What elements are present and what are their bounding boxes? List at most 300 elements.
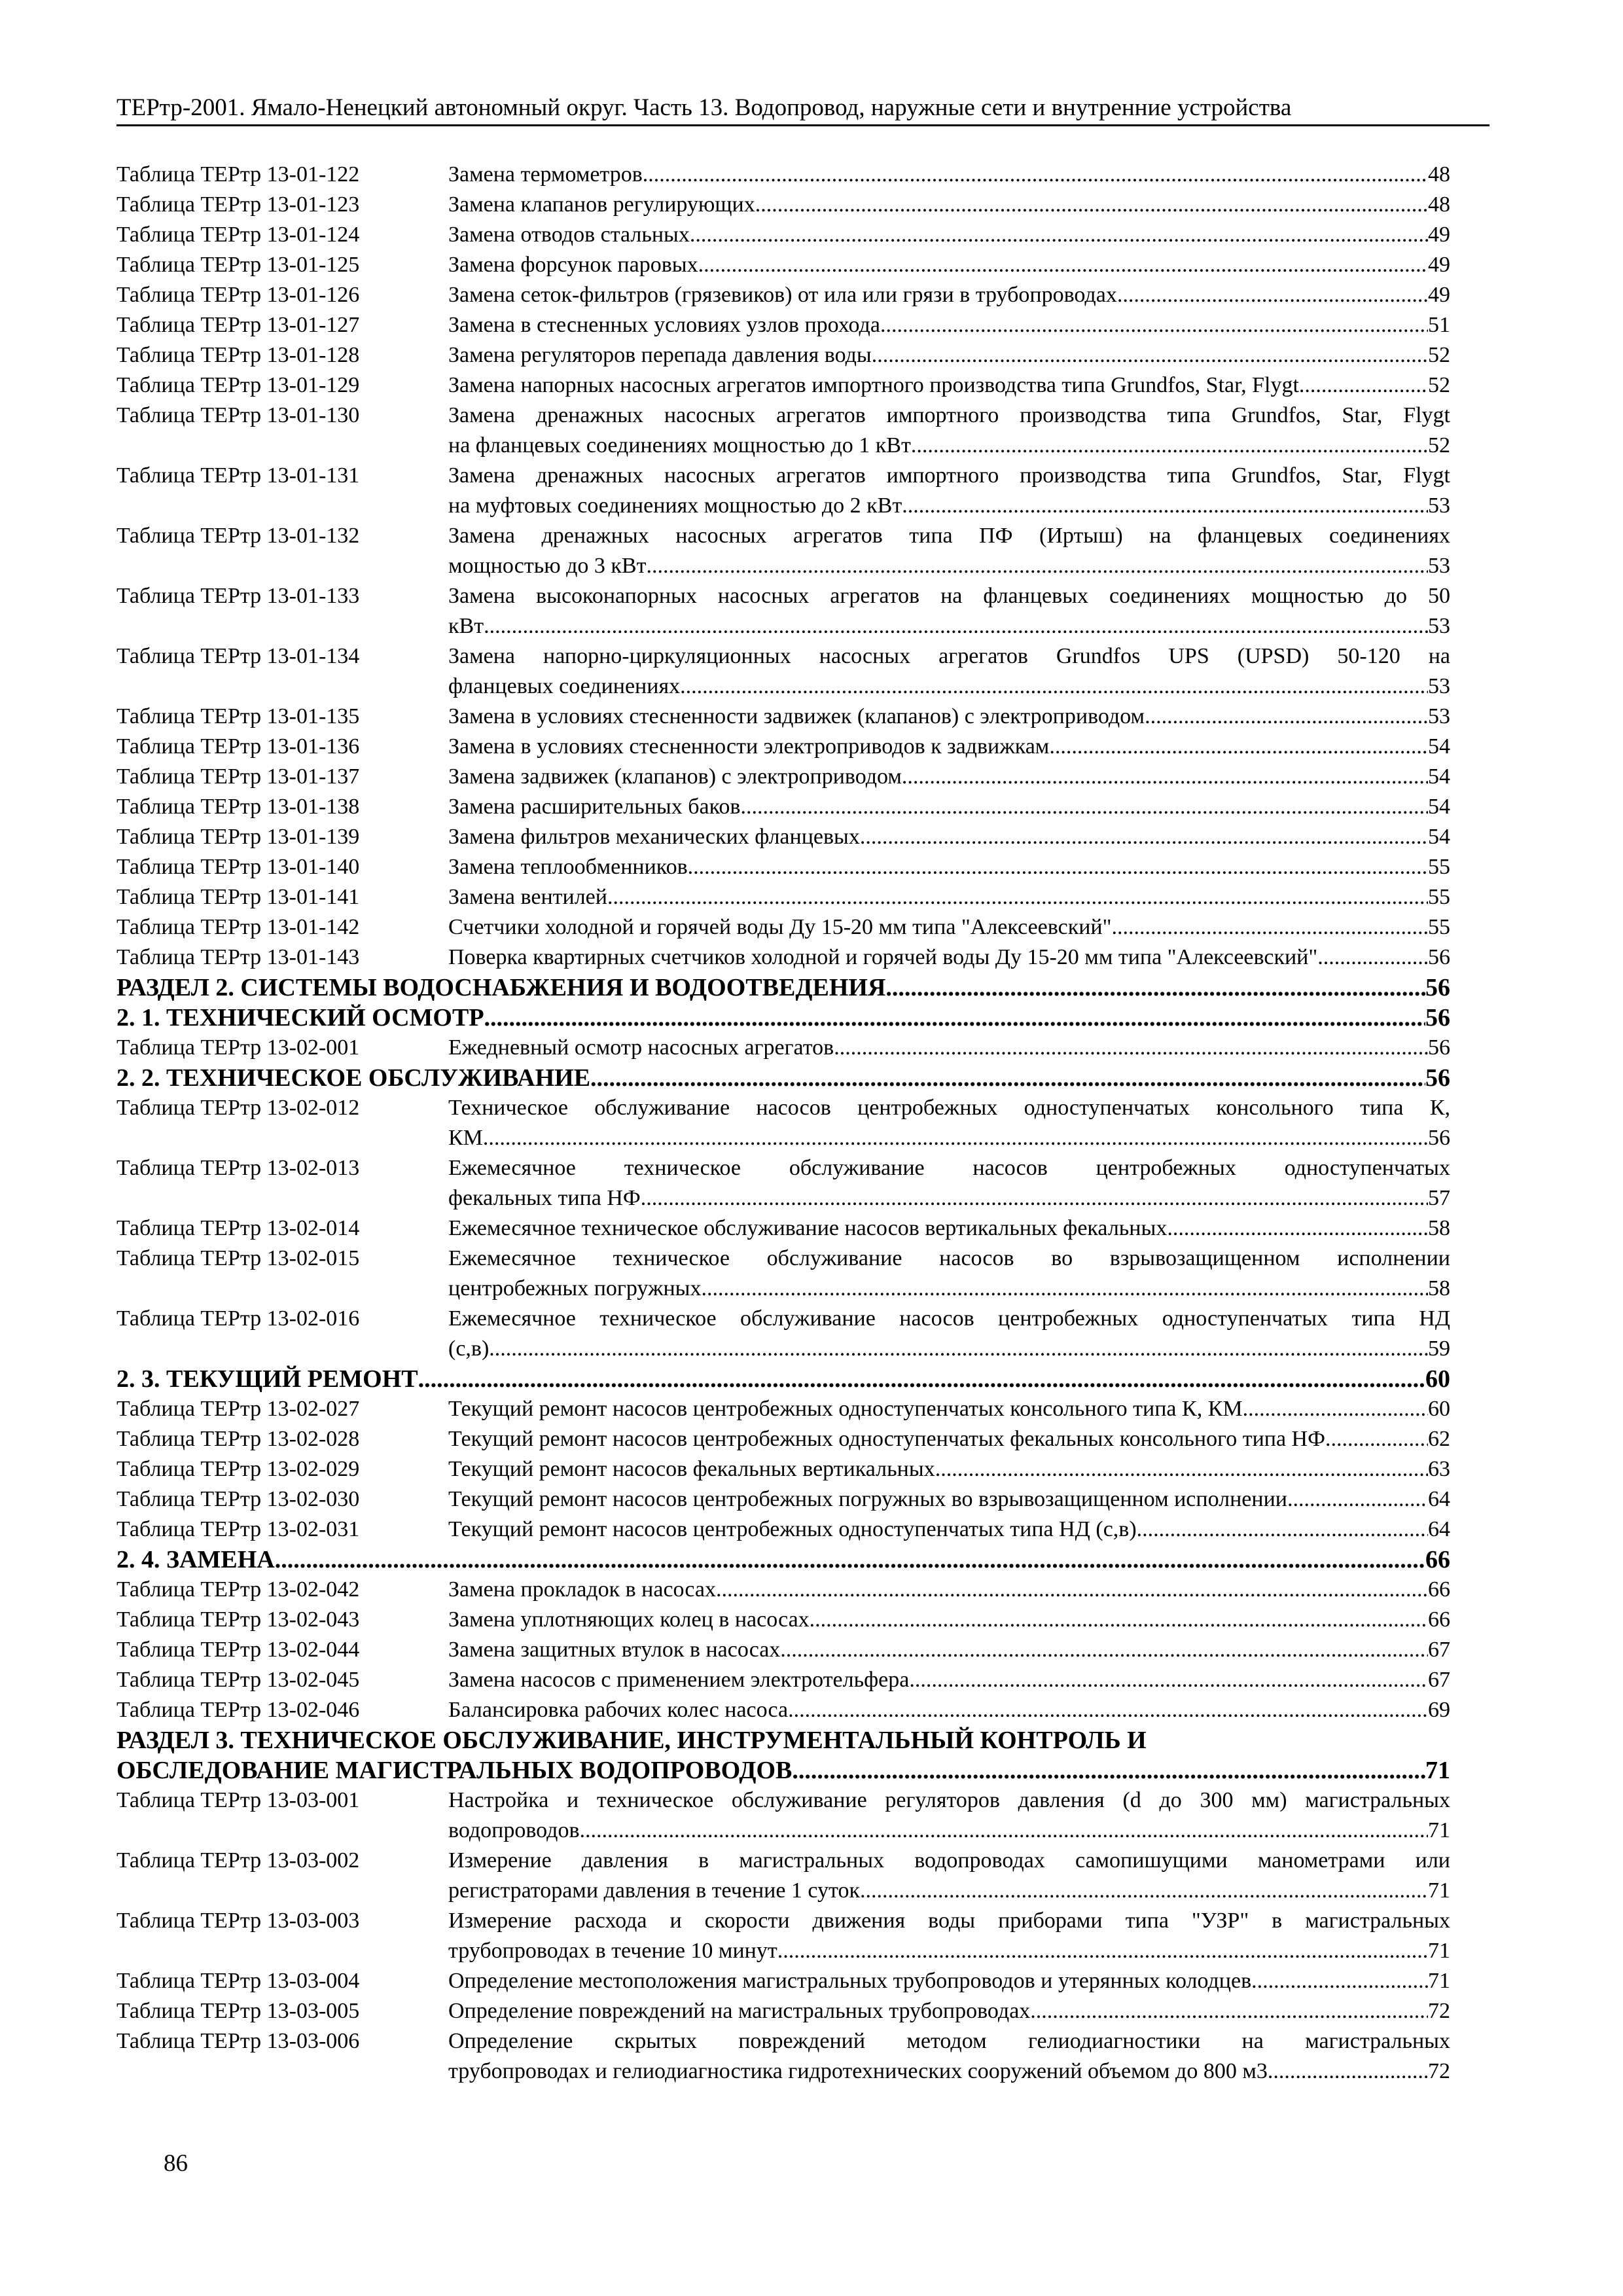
toc-entry-title: Определение повреждений на магистральных трубопроводах	[448, 1999, 1031, 2023]
dot-leader	[902, 762, 1428, 792]
toc-entry	[116, 220, 1450, 250]
toc-table-code: Таблица ТЕРтр 13-03-006	[116, 2029, 360, 2053]
toc-table-code: Таблица ТЕРтр 13-02-028	[116, 1427, 360, 1451]
toc-page-number: 63	[1428, 1457, 1450, 1481]
toc-leader-line	[448, 1274, 1450, 1304]
toc-table-code: Таблица ТЕРтр 13-02-044	[116, 1638, 360, 1662]
toc-entry	[116, 1515, 1450, 1545]
toc-table-code: Таблица ТЕРтр 13-03-003	[116, 1909, 360, 1933]
toc-entry-title: РАЗДЕЛ 2. СИСТЕМЫ ВОДОСНАБЖЕНИЯ И ВОДООТВЕДЕНИЯ	[116, 974, 886, 1001]
toc-leader-line	[448, 1605, 1450, 1635]
toc-page-number: 49	[1428, 253, 1450, 277]
toc-table-code: Таблица ТЕРтр 13-01-127	[116, 313, 360, 337]
dot-leader	[834, 1033, 1428, 1063]
toc-section-heading	[116, 1545, 1450, 1575]
toc-entry	[116, 1244, 1450, 1304]
toc-table-code: Таблица ТЕРтр 13-01-139	[116, 825, 360, 849]
toc-page-number: 71	[1428, 1969, 1450, 1993]
toc-entry-title: кВт	[448, 614, 484, 638]
dot-leader	[489, 1334, 1428, 1364]
toc-entry	[116, 190, 1450, 220]
toc-entry	[116, 1394, 1450, 1424]
dot-leader	[1299, 370, 1428, 401]
toc-entry-title: Текущий ремонт насосов фекальных вертикальных	[448, 1457, 935, 1481]
toc-page-number: 56	[1428, 1126, 1450, 1150]
dot-leader	[860, 1876, 1428, 1906]
toc-table-code: Таблица ТЕРтр 13-02-015	[116, 1246, 360, 1270]
dot-leader	[483, 1123, 1428, 1153]
dot-leader	[1268, 2056, 1428, 2087]
toc-entry	[116, 1033, 1450, 1063]
toc-entry-title: Замена регуляторов перепада давления воды	[448, 343, 872, 367]
toc-leader-line	[448, 1484, 1450, 1515]
toc-entry	[116, 1906, 1450, 1966]
toc-entry	[116, 822, 1450, 852]
dot-leader	[810, 1605, 1428, 1635]
toc-leader-line	[448, 1575, 1450, 1605]
toc-leader-line	[116, 1003, 1450, 1033]
toc-table-code: Таблица ТЕРтр 13-02-013	[116, 1156, 360, 1180]
toc-section-heading	[116, 1364, 1450, 1394]
toc-entry	[116, 702, 1450, 732]
toc-leader-line	[448, 1033, 1450, 1063]
dot-leader	[792, 1755, 1425, 1785]
toc-page-number: 56	[1425, 1064, 1450, 1092]
toc-entry	[116, 1996, 1450, 2026]
toc-page-number: 62	[1428, 1427, 1450, 1451]
toc-entry-title: трубопроводах и гелиодиагностика гидротехнических сооружений объемом до 800 м3	[448, 2059, 1268, 2083]
toc-table-code: Таблица ТЕРтр 13-02-014	[116, 1216, 360, 1240]
toc-leader-line	[448, 1183, 1450, 1213]
toc-table-code: Таблица ТЕРтр 13-01-137	[116, 764, 360, 789]
toc-table-code: Таблица ТЕРтр 13-01-126	[116, 283, 360, 307]
toc-page-number: 72	[1428, 2059, 1450, 2083]
toc-entry-title: Определение местоположения магистральных трубопроводов и утерянных колодцев	[448, 1969, 1252, 1993]
toc-entry-title: 2. 3. ТЕКУЩИЙ РЕМОНТ	[116, 1365, 418, 1393]
toc-page-number: 69	[1428, 1698, 1450, 1722]
toc-leader-line	[448, 732, 1450, 762]
toc-table-code: Таблица ТЕРтр 13-02-045	[116, 1668, 360, 1692]
toc-entry-title: ОБСЛЕДОВАНИЕ МАГИСТРАЛЬНЫХ ВОДОПРОВОДОВ	[116, 1757, 793, 1784]
toc-leader-line	[448, 672, 1450, 702]
toc-table-code: Таблица ТЕРтр 13-01-143	[116, 945, 360, 969]
toc-entry-title: Замена форсунок паровых	[448, 253, 698, 277]
dot-leader	[1145, 702, 1428, 732]
toc-page-number: 56	[1425, 974, 1450, 1001]
toc-section-title: РАЗДЕЛ 3. ТЕХНИЧЕСКОЕ ОБСЛУЖИВАНИЕ, ИНСТРУМЕНТАЛЬНЫЙ КОНТРОЛЬ И	[116, 1727, 1147, 1754]
toc-entry	[116, 1424, 1450, 1454]
toc-entry	[116, 1213, 1450, 1244]
toc-page-number: 64	[1428, 1517, 1450, 1541]
toc-entry	[116, 942, 1450, 973]
toc-leader-line	[448, 852, 1450, 882]
toc-entry-title: Замена отводов стальных	[448, 223, 690, 247]
toc-leader-line	[448, 1966, 1450, 1996]
toc-entry	[116, 581, 1450, 641]
dot-leader	[780, 1635, 1428, 1665]
toc-page-number: 56	[1428, 1035, 1450, 1060]
toc-entry	[116, 521, 1450, 581]
toc-table-code: Таблица ТЕРтр 13-02-027	[116, 1397, 360, 1421]
dot-leader	[680, 672, 1428, 702]
toc-leader-line	[448, 491, 1450, 521]
toc-page-number: 66	[1428, 1577, 1450, 1602]
dot-leader	[1251, 1966, 1428, 1996]
toc-entry-title: Замена дренажных насосных агрегатов импортного производства типа Grundfos, Star, Flygt	[448, 403, 1450, 427]
toc-entry	[116, 1605, 1450, 1635]
toc-leader-line	[448, 1394, 1450, 1424]
toc-leader-line	[448, 882, 1450, 912]
toc-entry-title: на фланцевых соединениях мощностью до 1 кВт	[448, 433, 911, 457]
toc-table-code: Таблица ТЕРтр 13-03-005	[116, 1999, 360, 2023]
toc-table-code: Таблица ТЕРтр 13-01-140	[116, 855, 360, 879]
toc-entry	[116, 1966, 1450, 1996]
toc-entry	[116, 1665, 1450, 1695]
dot-leader	[484, 611, 1428, 641]
toc-entry-title: Замена термометров	[448, 162, 643, 187]
dot-leader	[698, 250, 1428, 280]
toc-leader-line	[448, 431, 1450, 461]
toc-entry-title: Замена задвижек (клапанов) с электроприводом	[448, 764, 902, 789]
toc-table-code: Таблица ТЕРтр 13-02-046	[116, 1698, 360, 1722]
dot-leader	[740, 792, 1428, 822]
toc-entry-title: Замена уплотняющих колец в насосах	[448, 1607, 810, 1632]
toc-entry	[116, 1785, 1450, 1846]
toc-page-number: 71	[1425, 1757, 1450, 1784]
toc-page-number: 67	[1428, 1668, 1450, 1692]
toc-entry	[116, 792, 1450, 822]
toc-page-number: 60	[1428, 1397, 1450, 1421]
toc-entry-title: Определение скрытых повреждений методом гелиодиагностики на магистральных	[448, 2029, 1450, 2053]
dot-leader	[643, 160, 1428, 190]
toc-entry	[116, 310, 1450, 340]
toc-leader-line	[116, 1364, 1450, 1394]
toc-entry-title: Измерение давления в магистральных водопроводах самопишущими манометрами или	[448, 1848, 1450, 1873]
toc-entry	[116, 250, 1450, 280]
dot-leader	[755, 190, 1428, 220]
toc-entry	[116, 641, 1450, 702]
toc-page-number: 49	[1428, 283, 1450, 307]
toc-entry	[116, 1454, 1450, 1484]
toc-table-code: Таблица ТЕРтр 13-01-134	[116, 644, 360, 668]
dot-leader	[690, 220, 1428, 250]
toc-page-number: 54	[1428, 734, 1450, 759]
toc-table-code: Таблица ТЕРтр 13-03-001	[116, 1788, 360, 1812]
toc-section-heading	[116, 973, 1450, 1003]
toc-entry-title: мощностью до 3 кВт	[448, 554, 647, 578]
toc-leader-line	[448, 1665, 1450, 1695]
dot-leader	[484, 1003, 1425, 1033]
toc-page-number: 53	[1428, 704, 1450, 728]
toc-entry-title: регистраторами давления в течение 1 суток	[448, 1878, 860, 1903]
toc-entry-title: (с,в)	[448, 1336, 490, 1361]
toc-entry-title: КМ	[448, 1126, 483, 1150]
toc-entry-title: Замена фильтров механических фланцевых	[448, 825, 860, 849]
dot-leader	[872, 340, 1428, 370]
toc-entry-title: Замена сеток-фильтров (грязевиков) от ила или грязи в трубопроводах	[448, 283, 1117, 307]
toc-entry-title: фланцевых соединениях	[448, 674, 681, 698]
toc-table-code: Таблица ТЕРтр 13-01-125	[116, 253, 360, 277]
toc-entry-title: Замена дренажных насосных агрегатов импортного производства типа Grundfos, Star, Flygt	[448, 463, 1450, 488]
toc-table-code: Таблица ТЕРтр 13-01-132	[116, 524, 360, 548]
toc-entry-title: Текущий ремонт насосов центробежных одноступенчатых типа НД (с,в)	[448, 1517, 1137, 1541]
toc-table-code: Таблица ТЕРтр 13-02-016	[116, 1306, 360, 1331]
toc-leader-line	[448, 1424, 1450, 1454]
dot-leader	[885, 973, 1425, 1003]
toc-entry-title: на муфтовых соединениях мощностью до 2 кВт	[448, 493, 902, 518]
toc-entry-title: Счетчики холодной и горячей воды Ду 15-20 мм типа "Алексеевский"	[448, 915, 1112, 939]
toc-table-code: Таблица ТЕРтр 13-03-002	[116, 1848, 360, 1873]
dot-leader	[911, 431, 1428, 461]
dot-leader	[860, 822, 1428, 852]
dot-leader	[1287, 1484, 1428, 1515]
dot-leader	[641, 1183, 1428, 1213]
toc-table-code: Таблица ТЕРтр 13-02-043	[116, 1607, 360, 1632]
toc-entry-title: Замена напорно-циркуляционных насосных агрегатов Grundfos UPS (UPSD) 50-120 на	[448, 644, 1450, 668]
toc-entry-title: Балансировка рабочих колес насоса	[448, 1698, 789, 1722]
toc-entry	[116, 852, 1450, 882]
toc-page-number: 53	[1428, 614, 1450, 638]
dot-leader	[688, 852, 1428, 882]
toc-entry-title: Замена расширительных баков	[448, 795, 741, 819]
toc-table-code: Таблица ТЕРтр 13-01-130	[116, 403, 360, 427]
toc-entry-title: 2. 4. ЗАМЕНА	[116, 1546, 275, 1573]
toc-entry-title: Ежемесячное техническое обслуживание насосов вертикальных фекальных	[448, 1216, 1168, 1240]
toc-section-heading	[116, 1003, 1450, 1033]
toc-table-code: Таблица ТЕРтр 13-01-135	[116, 704, 360, 728]
toc-leader-line	[448, 310, 1450, 340]
toc-table-code: Таблица ТЕРтр 13-01-131	[116, 463, 360, 488]
toc-entry-title: Замена вентилей	[448, 885, 607, 909]
toc-entry-title: Замена дренажных насосных агрегатов типа ПФ (Иртыш) на фланцевых соединениях	[448, 524, 1450, 548]
toc-entry-title: 2. 1. ТЕХНИЧЕСКИЙ ОСМОТР	[116, 1004, 484, 1031]
toc-entry-title: 2. 2. ТЕХНИЧЕСКОЕ ОБСЛУЖИВАНИЕ	[116, 1064, 591, 1092]
toc-entry-title: Ежемесячное техническое обслуживание насосов во взрывозащищенном исполнении	[448, 1246, 1450, 1270]
toc-entry	[116, 1635, 1450, 1665]
toc-page-number: 53	[1428, 674, 1450, 698]
toc-page-number: 48	[1428, 192, 1450, 217]
toc-table-code: Таблица ТЕРтр 13-01-128	[116, 343, 360, 367]
toc-entry	[116, 1484, 1450, 1515]
toc-leader-line	[448, 1996, 1450, 2026]
toc-leader-line	[448, 1635, 1450, 1665]
toc-leader-line	[116, 1063, 1450, 1093]
toc-section-heading	[116, 1063, 1450, 1093]
toc-entry	[116, 912, 1450, 942]
page-number: 86	[164, 2150, 188, 2177]
toc-entry-title: Измерение расхода и скорости движения воды приборами типа "УЗР" в магистральных	[448, 1909, 1450, 1933]
toc-entry-title: Техническое обслуживание насосов центробежных одноступенчатых консольного типа К,	[448, 1096, 1450, 1120]
toc-leader-line	[448, 220, 1450, 250]
dot-leader	[1030, 1996, 1428, 2026]
toc-table-code: Таблица ТЕРтр 13-03-004	[116, 1969, 360, 1993]
toc-entry-title: трубопроводах в течение 10 минут	[448, 1939, 777, 1963]
toc-leader-line	[448, 1695, 1450, 1725]
toc-entry-title: Поверка квартирных счетчиков холодной и горячей воды Ду 15-20 мм типа "Алексеевский"	[448, 945, 1318, 969]
toc-entry-title: водопроводов	[448, 1818, 580, 1842]
dot-leader	[702, 1274, 1428, 1304]
toc-leader-line	[448, 1816, 1450, 1846]
toc-entry	[116, 1846, 1450, 1906]
toc-page-number: 59	[1428, 1336, 1450, 1361]
dot-leader	[580, 1816, 1428, 1846]
dot-leader	[1167, 1213, 1428, 1244]
toc-entry	[116, 1575, 1450, 1605]
toc-leader-line	[448, 1515, 1450, 1545]
toc-entry-title: Замена защитных втулок в насосах	[448, 1638, 781, 1662]
toc-page-number: 58	[1428, 1276, 1450, 1300]
toc-leader-line	[448, 792, 1450, 822]
toc-entry-title: Ежемесячное техническое обслуживание насосов центробежных одноступенчатых	[448, 1156, 1450, 1180]
toc-entry-title: Текущий ремонт насосов центробежных погружных во взрывозащищенном исполнении	[448, 1487, 1287, 1511]
toc-leader-line	[448, 942, 1450, 973]
dot-leader	[777, 1936, 1428, 1966]
dot-leader	[909, 1665, 1428, 1695]
toc-page-number: 56	[1428, 945, 1450, 969]
toc-entry-title: Замена клапанов регулирующих	[448, 192, 755, 217]
toc-section-heading	[116, 1725, 1450, 1785]
toc-leader-line	[448, 822, 1450, 852]
toc-page-number: 53	[1428, 493, 1450, 518]
toc-entry-title: Текущий ремонт насосов центробежных одноступенчатых консольного типа К, КМ	[448, 1397, 1243, 1421]
toc-page-number: 55	[1428, 885, 1450, 909]
toc-entry	[116, 1304, 1450, 1364]
toc-table-code: Таблица ТЕРтр 13-01-133	[116, 584, 360, 608]
dot-leader	[607, 882, 1428, 912]
toc-entry	[116, 1695, 1450, 1725]
toc-entry	[116, 1153, 1450, 1213]
dot-leader	[1137, 1515, 1428, 1545]
toc-leader-line	[448, 702, 1450, 732]
toc-leader-line	[448, 1454, 1450, 1484]
toc-entry	[116, 2026, 1450, 2087]
toc-table-code: Таблица ТЕРтр 13-02-012	[116, 1096, 360, 1120]
toc-entry-title: фекальных типа НФ	[448, 1186, 641, 1210]
toc-leader-line	[448, 1876, 1450, 1906]
dot-leader	[902, 491, 1428, 521]
toc-page-number: 64	[1428, 1487, 1450, 1511]
toc-page-number: 52	[1428, 343, 1450, 367]
toc-entry-title: Замена в условиях стесненности электроприводов к задвижкам	[448, 734, 1050, 759]
toc-leader-line	[116, 973, 1450, 1003]
toc-entry-title: Замена в условиях стесненности задвижек (клапанов) с электроприводом	[448, 704, 1145, 728]
toc-leader-line	[448, 1936, 1450, 1966]
toc-page-number: 71	[1428, 1818, 1450, 1842]
toc-table-code: Таблица ТЕРтр 13-01-138	[116, 795, 360, 819]
dot-leader	[1112, 912, 1429, 942]
toc-page-number: 66	[1425, 1546, 1450, 1573]
dot-leader	[1243, 1394, 1428, 1424]
toc-table-code: Таблица ТЕРтр 13-01-123	[116, 192, 360, 217]
toc-entry-title: Текущий ремонт насосов центробежных одноступенчатых фекальных консольного типа НФ	[448, 1427, 1325, 1451]
toc-page-number: 55	[1428, 855, 1450, 879]
toc-page-number: 54	[1428, 825, 1450, 849]
dot-leader	[880, 310, 1428, 340]
toc-page-number: 58	[1428, 1216, 1450, 1240]
toc-page-number: 56	[1425, 1004, 1450, 1031]
toc-leader-line	[448, 370, 1450, 401]
toc-entry	[116, 762, 1450, 792]
toc-entry-title: Замена в стесненных условиях узлов прохода	[448, 313, 880, 337]
toc-entry-title: Замена напорных насосных агрегатов импортного производства типа Grundfos, Star, Flygt	[448, 373, 1299, 397]
toc-page-number: 54	[1428, 764, 1450, 789]
running-header: ТЕРтр-2001. Ямало-Ненецкий автономный округ. Часть 13. Водопровод, наружные сети и внутренние устройства	[116, 93, 1489, 126]
toc-page-number: 71	[1428, 1939, 1450, 1963]
toc-table-code: Таблица ТЕРтр 13-02-001	[116, 1035, 360, 1060]
toc-leader-line	[448, 551, 1450, 581]
dot-leader	[716, 1575, 1428, 1605]
toc-entry	[116, 732, 1450, 762]
toc-entry-title: Замена насосов с применением электротельфера	[448, 1668, 910, 1692]
toc-table-code: Таблица ТЕРтр 13-01-142	[116, 915, 360, 939]
toc-leader-line	[116, 1755, 1450, 1785]
toc-page-number: 57	[1428, 1186, 1450, 1210]
toc-table-code: Таблица ТЕРтр 13-02-030	[116, 1487, 360, 1511]
toc-page-number: 48	[1428, 162, 1450, 187]
toc-leader-line	[448, 250, 1450, 280]
dot-leader	[935, 1454, 1428, 1484]
dot-leader	[418, 1364, 1425, 1394]
toc-page-number: 72	[1428, 1999, 1450, 2023]
dot-leader	[1117, 280, 1428, 310]
toc-entry	[116, 280, 1450, 310]
dot-leader	[1325, 1424, 1428, 1454]
toc-entry-title: Замена прокладок в насосах	[448, 1577, 716, 1602]
toc-table-code: Таблица ТЕРтр 13-01-141	[116, 885, 360, 909]
toc-entry	[116, 160, 1450, 190]
toc-entry	[116, 882, 1450, 912]
toc-page-number: 54	[1428, 795, 1450, 819]
toc-leader-line	[448, 190, 1450, 220]
toc-table-code: Таблица ТЕРтр 13-02-031	[116, 1517, 360, 1541]
toc-page-number: 71	[1428, 1878, 1450, 1903]
toc-table-code: Таблица ТЕРтр 13-01-136	[116, 734, 360, 759]
toc-entry-title: Настройка и техническое обслуживание регуляторов давления (d до 300 мм) магистральных	[448, 1788, 1450, 1812]
toc-page-number: 53	[1428, 554, 1450, 578]
toc-table-code: Таблица ТЕРтр 13-02-029	[116, 1457, 360, 1481]
toc-leader-line	[448, 1213, 1450, 1244]
toc-entry-title: Замена теплообменников	[448, 855, 688, 879]
dot-leader	[590, 1063, 1425, 1093]
dot-leader	[1049, 732, 1428, 762]
toc-page-number: 52	[1428, 373, 1450, 397]
toc-page-number: 66	[1428, 1607, 1450, 1632]
toc-leader-line	[448, 280, 1450, 310]
toc-page-number: 67	[1428, 1638, 1450, 1662]
toc-entry	[116, 340, 1450, 370]
dot-leader	[1317, 942, 1428, 973]
toc-leader-line	[448, 340, 1450, 370]
toc-entry	[116, 461, 1450, 521]
toc-entry	[116, 370, 1450, 401]
toc-leader-line	[448, 912, 1450, 942]
toc-entry-title: Ежемесячное техническое обслуживание насосов центробежных одноступенчатых типа НД	[448, 1306, 1450, 1331]
toc-page-number: 55	[1428, 915, 1450, 939]
toc-entry-title: центробежных погружных	[448, 1276, 702, 1300]
toc-entry	[116, 401, 1450, 461]
toc-table-code: Таблица ТЕРтр 13-01-122	[116, 162, 360, 187]
table-of-contents	[116, 160, 1450, 2087]
toc-leader-line	[448, 2056, 1450, 2087]
dot-leader	[275, 1545, 1425, 1575]
toc-table-code: Таблица ТЕРтр 13-02-042	[116, 1577, 360, 1602]
toc-table-code: Таблица ТЕРтр 13-01-129	[116, 373, 360, 397]
toc-entry-title: Замена высоконапорных насосных агрегатов на фланцевых соединениях мощностью до 50	[448, 584, 1450, 608]
toc-leader-line	[448, 1334, 1450, 1364]
toc-leader-line	[448, 1123, 1450, 1153]
toc-leader-line	[448, 762, 1450, 792]
toc-entry-title: Ежедневный осмотр насосных агрегатов	[448, 1035, 834, 1060]
